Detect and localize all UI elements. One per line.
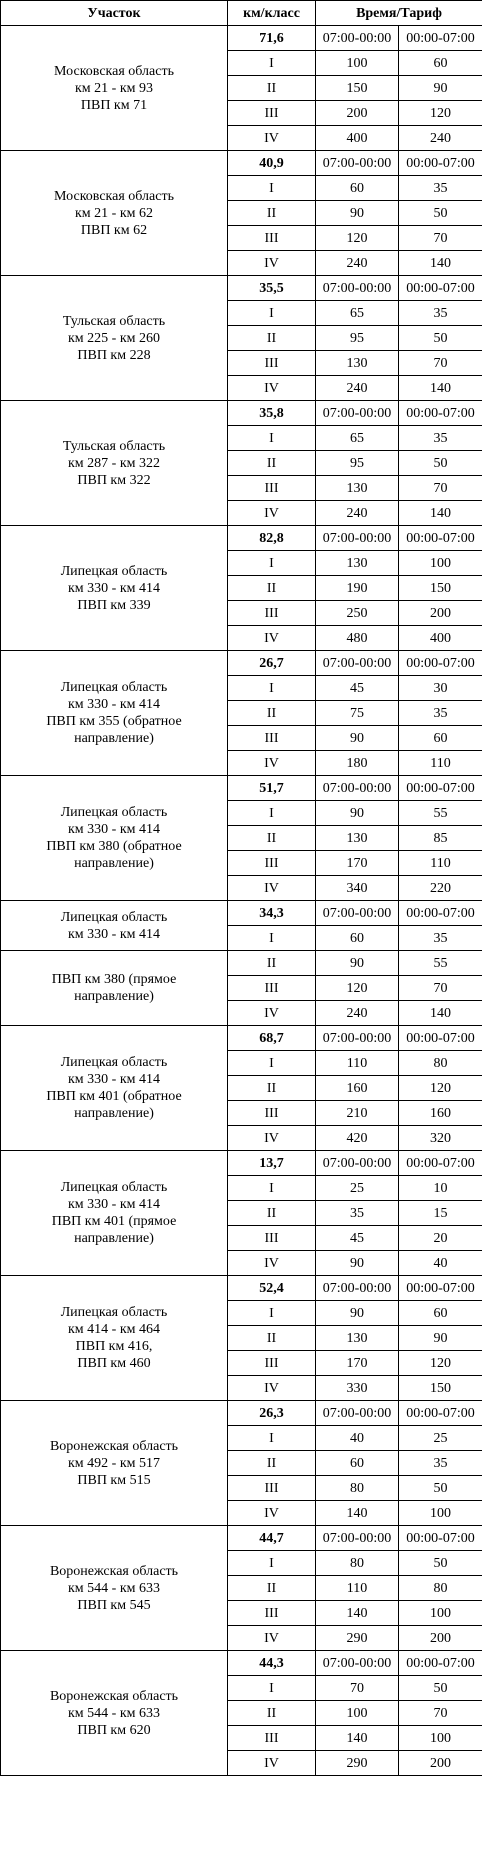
section-line: ПВП км 545 <box>77 1597 151 1613</box>
vehicle-class: II <box>228 201 316 226</box>
table-row <box>1 151 482 176</box>
vehicle-class: III <box>228 1351 316 1376</box>
tariff-night: 55 <box>399 951 482 976</box>
section-line: ПВП км 416, <box>75 1339 153 1354</box>
section-line: Тульская область <box>62 438 166 454</box>
table-row <box>1 1276 482 1301</box>
vehicle-class: III <box>228 351 316 376</box>
section-line: км 330 - км 414 <box>68 1197 160 1212</box>
tariff-day: 170 <box>316 1351 399 1376</box>
tariff-night: 80 <box>399 1576 482 1601</box>
tariff-night: 100 <box>399 1501 482 1526</box>
vehicle-class: II <box>228 326 316 351</box>
vehicle-class: I <box>228 1176 316 1201</box>
tariff-day: 240 <box>316 1001 399 1026</box>
tariff-night: 400 <box>399 626 482 651</box>
tariff-night: 90 <box>399 1326 482 1351</box>
tariff-night: 160 <box>399 1101 482 1126</box>
tariff-day: 75 <box>316 701 399 726</box>
vehicle-class: IV <box>228 501 316 526</box>
tariff-night: 70 <box>399 351 482 376</box>
time-night-label: 00:00-07:00 <box>399 1526 482 1551</box>
tariff-night: 240 <box>399 126 482 151</box>
tariff-night: 200 <box>399 601 482 626</box>
tariff-day: 240 <box>316 251 399 276</box>
header-row <box>1 1 482 26</box>
section-line: Воронежская область <box>49 1688 179 1704</box>
time-day-label: 07:00-00:00 <box>316 901 399 926</box>
table-row <box>1 951 482 976</box>
vehicle-class: IV <box>228 751 316 776</box>
section-line: ПВП км 322 <box>77 472 151 488</box>
tariff-day: 60 <box>316 926 399 951</box>
tariff-night: 100 <box>399 551 482 576</box>
time-night-label: 00:00-07:00 <box>399 526 482 551</box>
tariff-day: 95 <box>316 451 399 476</box>
time-day-label: 07:00-00:00 <box>316 1401 399 1426</box>
vehicle-class: III <box>228 1726 316 1751</box>
tariff-night: 60 <box>399 51 482 76</box>
section-line: ПВП км 339 <box>77 597 151 613</box>
vehicle-class: I <box>228 551 316 576</box>
section-name <box>1 1401 228 1526</box>
section-line: ПВП км 620 <box>77 1722 151 1738</box>
table-row <box>1 1401 482 1426</box>
tariff-night: 15 <box>399 1201 482 1226</box>
tariff-day: 60 <box>316 176 399 201</box>
table-row <box>1 401 482 426</box>
time-day-label: 07:00-00:00 <box>316 1526 399 1551</box>
tariff-night: 110 <box>399 851 482 876</box>
tariff-night: 60 <box>399 726 482 751</box>
tariff-day: 130 <box>316 476 399 501</box>
vehicle-class: III <box>228 1476 316 1501</box>
section-name <box>1 276 228 401</box>
time-night-label: 00:00-07:00 <box>399 401 482 426</box>
km-value: 40,9 <box>228 151 316 176</box>
section-line: направление) <box>74 1106 154 1121</box>
tariff-night: 35 <box>399 1451 482 1476</box>
tariff-day: 65 <box>316 301 399 326</box>
vehicle-class: IV <box>228 876 316 901</box>
tariff-night: 120 <box>399 101 482 126</box>
vehicle-class: II <box>228 1201 316 1226</box>
tariff-night: 50 <box>399 1551 482 1576</box>
section-name <box>1 901 228 951</box>
tariff-day: 420 <box>316 1126 399 1151</box>
vehicle-class: IV <box>228 126 316 151</box>
table-row <box>1 1651 482 1676</box>
km-value: 35,8 <box>228 401 316 426</box>
tariff-day: 90 <box>316 1301 399 1326</box>
tariff-day: 130 <box>316 826 399 851</box>
tariff-day: 60 <box>316 1451 399 1476</box>
vehicle-class: I <box>228 1676 316 1701</box>
tariff-night: 25 <box>399 1426 482 1451</box>
tariff-day: 130 <box>316 1326 399 1351</box>
tariff-day: 160 <box>316 1076 399 1101</box>
tariff-day: 330 <box>316 1376 399 1401</box>
table-row <box>1 1526 482 1551</box>
section-line: ПВП км 515 <box>77 1472 151 1488</box>
tariff-night: 320 <box>399 1126 482 1151</box>
section-line: Московская область <box>54 188 174 204</box>
tariff-day: 90 <box>316 801 399 826</box>
vehicle-class: IV <box>228 1501 316 1526</box>
time-night-label: 00:00-07:00 <box>399 651 482 676</box>
section-line: направление) <box>74 731 154 746</box>
km-value: 44,3 <box>228 1651 316 1676</box>
section-line: Липецкая область <box>60 563 168 579</box>
section-line: Липецкая область <box>60 909 168 925</box>
tariff-night: 120 <box>399 1351 482 1376</box>
vehicle-class: II <box>228 1326 316 1351</box>
section-line: ПВП км 401 (обратное <box>46 1089 182 1104</box>
section-line: км 414 - км 464 <box>68 1322 160 1337</box>
section-line: Московская область <box>54 63 174 79</box>
km-value: 82,8 <box>228 526 316 551</box>
section-line: ПВП км 380 (прямое <box>51 972 177 987</box>
time-day-label: 07:00-00:00 <box>316 276 399 301</box>
section-name <box>1 151 228 276</box>
tariff-night: 35 <box>399 301 482 326</box>
vehicle-class: II <box>228 1451 316 1476</box>
tariff-day: 100 <box>316 1701 399 1726</box>
time-day-label: 07:00-00:00 <box>316 1151 399 1176</box>
tariff-day: 80 <box>316 1476 399 1501</box>
section-line: Липецкая область <box>60 1305 168 1320</box>
section-line: км 330 - км 414 <box>68 1072 160 1087</box>
section-line: Воронежская область <box>49 1438 179 1454</box>
table-row <box>1 526 482 551</box>
vehicle-class: III <box>228 226 316 251</box>
section-line: направление) <box>74 856 154 871</box>
section-line: км 544 - км 633 <box>68 1580 160 1596</box>
section-line: Липецкая область <box>60 805 168 820</box>
section-line: Липецкая область <box>60 1055 168 1070</box>
vehicle-class: II <box>228 701 316 726</box>
tariff-day: 180 <box>316 751 399 776</box>
tariff-day: 70 <box>316 1676 399 1701</box>
km-value: 44,7 <box>228 1526 316 1551</box>
tariff-night: 80 <box>399 1051 482 1076</box>
tariff-day: 35 <box>316 1201 399 1226</box>
tariff-night: 70 <box>399 976 482 1001</box>
section-name <box>1 401 228 526</box>
time-night-label: 00:00-07:00 <box>399 1026 482 1051</box>
vehicle-class: II <box>228 576 316 601</box>
tariff-day: 210 <box>316 1101 399 1126</box>
tariff-night: 200 <box>399 1751 482 1776</box>
tariff-night: 50 <box>399 1676 482 1701</box>
km-value: 34,3 <box>228 901 316 926</box>
tariff-day: 110 <box>316 1051 399 1076</box>
tariff-day: 100 <box>316 51 399 76</box>
vehicle-class: I <box>228 676 316 701</box>
time-day-label: 07:00-00:00 <box>316 1651 399 1676</box>
section-line: км 330 - км 414 <box>68 697 160 712</box>
tariff-night: 35 <box>399 176 482 201</box>
tariff-day: 250 <box>316 601 399 626</box>
section-line: Тульская область <box>62 313 166 329</box>
tariff-night: 30 <box>399 676 482 701</box>
vehicle-class: I <box>228 926 316 951</box>
section-line: км 21 - км 62 <box>75 205 153 221</box>
tariff-night: 50 <box>399 201 482 226</box>
vehicle-class: I <box>228 801 316 826</box>
section-line: км 287 - км 322 <box>68 455 160 471</box>
tariff-night: 55 <box>399 801 482 826</box>
table-row <box>1 651 482 676</box>
time-night-label: 00:00-07:00 <box>399 26 482 51</box>
tariff-day: 240 <box>316 376 399 401</box>
section-line: км 330 - км 414 <box>68 580 160 596</box>
section-line: км 330 - км 414 <box>68 822 160 837</box>
km-value: 52,4 <box>228 1276 316 1301</box>
tariff-night: 140 <box>399 1001 482 1026</box>
vehicle-class: IV <box>228 1376 316 1401</box>
time-day-label: 07:00-00:00 <box>316 26 399 51</box>
tariff-day: 80 <box>316 1551 399 1576</box>
tariff-night: 70 <box>399 1701 482 1726</box>
tariff-day: 140 <box>316 1601 399 1626</box>
section-line: ПВП км 380 (обратное <box>46 839 182 854</box>
section-line: направление) <box>74 1231 154 1246</box>
tariff-night: 50 <box>399 326 482 351</box>
section-line: Липецкая область <box>60 1180 168 1195</box>
tariff-night: 85 <box>399 826 482 851</box>
vehicle-class: I <box>228 1051 316 1076</box>
tariff-day: 130 <box>316 551 399 576</box>
time-day-label: 07:00-00:00 <box>316 651 399 676</box>
table-row <box>1 276 482 301</box>
section-line: ПВП км 62 <box>80 222 148 238</box>
tariff-night: 100 <box>399 1601 482 1626</box>
time-day-label: 07:00-00:00 <box>316 776 399 801</box>
section-name <box>1 526 228 651</box>
vehicle-class: II <box>228 451 316 476</box>
time-day-label: 07:00-00:00 <box>316 401 399 426</box>
section-line: ПВП км 228 <box>77 347 151 363</box>
tariff-day: 90 <box>316 1251 399 1276</box>
section-line: км 21 - км 93 <box>75 80 153 96</box>
section-line: ПВП км 355 (обратное <box>46 714 182 729</box>
vehicle-class: IV <box>228 1126 316 1151</box>
tariff-night: 140 <box>399 251 482 276</box>
tariff-day: 140 <box>316 1501 399 1526</box>
header-km-class: км/класс <box>228 1 316 26</box>
table-row <box>1 1151 482 1176</box>
km-value: 26,3 <box>228 1401 316 1426</box>
tariff-night: 150 <box>399 576 482 601</box>
tariff-night: 100 <box>399 1726 482 1751</box>
vehicle-class: IV <box>228 626 316 651</box>
time-night-label: 00:00-07:00 <box>399 151 482 176</box>
tariff-night: 140 <box>399 376 482 401</box>
tariff-night: 70 <box>399 226 482 251</box>
vehicle-class: III <box>228 1226 316 1251</box>
vehicle-class: I <box>228 426 316 451</box>
time-night-label: 00:00-07:00 <box>399 901 482 926</box>
time-night-label: 00:00-07:00 <box>399 1276 482 1301</box>
vehicle-class: I <box>228 51 316 76</box>
tariff-day: 480 <box>316 626 399 651</box>
section-name <box>1 776 228 901</box>
table-body <box>1 26 482 1776</box>
time-day-label: 07:00-00:00 <box>316 526 399 551</box>
vehicle-class: IV <box>228 376 316 401</box>
tariff-day: 95 <box>316 326 399 351</box>
tariff-day: 90 <box>316 951 399 976</box>
time-night-label: 00:00-07:00 <box>399 276 482 301</box>
table-row <box>1 901 482 926</box>
time-day-label: 07:00-00:00 <box>316 1276 399 1301</box>
vehicle-class: II <box>228 76 316 101</box>
section-line: Липецкая область <box>60 680 168 695</box>
vehicle-class: III <box>228 1601 316 1626</box>
vehicle-class: IV <box>228 1626 316 1651</box>
km-value: 68,7 <box>228 1026 316 1051</box>
tariff-day: 120 <box>316 226 399 251</box>
time-day-label: 07:00-00:00 <box>316 1026 399 1051</box>
vehicle-class: I <box>228 1426 316 1451</box>
tariff-day: 45 <box>316 1226 399 1251</box>
section-line: ПВП км 71 <box>80 97 148 113</box>
time-night-label: 00:00-07:00 <box>399 1401 482 1426</box>
time-night-label: 00:00-07:00 <box>399 1151 482 1176</box>
tariff-day: 170 <box>316 851 399 876</box>
tariff-day: 200 <box>316 101 399 126</box>
tariff-night: 60 <box>399 1301 482 1326</box>
tariff-night: 220 <box>399 876 482 901</box>
header-time-tariff: Время/Тариф <box>316 1 482 26</box>
vehicle-class: II <box>228 1076 316 1101</box>
vehicle-class: IV <box>228 1751 316 1776</box>
section-name <box>1 1151 228 1276</box>
header-section: Участок <box>1 1 228 26</box>
tariff-night: 120 <box>399 1076 482 1101</box>
section-line: направление) <box>74 989 154 1004</box>
vehicle-class: III <box>228 1101 316 1126</box>
km-value: 51,7 <box>228 776 316 801</box>
vehicle-class: II <box>228 826 316 851</box>
table-row <box>1 776 482 801</box>
tariff-night: 140 <box>399 501 482 526</box>
tariff-night: 35 <box>399 926 482 951</box>
km-value: 35,5 <box>228 276 316 301</box>
km-value: 71,6 <box>228 26 316 51</box>
vehicle-class: I <box>228 301 316 326</box>
tariff-day: 90 <box>316 726 399 751</box>
vehicle-class: III <box>228 476 316 501</box>
section-line: ПВП км 401 (прямое <box>51 1214 177 1229</box>
section-line: ПВП км 460 <box>77 1356 151 1371</box>
tariff-night: 20 <box>399 1226 482 1251</box>
time-day-label: 07:00-00:00 <box>316 151 399 176</box>
tariff-day: 140 <box>316 1726 399 1751</box>
tariff-day: 40 <box>316 1426 399 1451</box>
tariff-day: 90 <box>316 201 399 226</box>
tariff-day: 120 <box>316 976 399 1001</box>
section-name <box>1 26 228 151</box>
tariff-night: 110 <box>399 751 482 776</box>
tariff-day: 45 <box>316 676 399 701</box>
tariff-day: 290 <box>316 1751 399 1776</box>
vehicle-class: IV <box>228 1251 316 1276</box>
vehicle-class: II <box>228 951 316 976</box>
vehicle-class: III <box>228 976 316 1001</box>
tariff-night: 50 <box>399 1476 482 1501</box>
tariff-night: 70 <box>399 476 482 501</box>
tariff-day: 65 <box>316 426 399 451</box>
section-name <box>1 1276 228 1401</box>
time-night-label: 00:00-07:00 <box>399 776 482 801</box>
tariff-night: 35 <box>399 426 482 451</box>
vehicle-class: III <box>228 726 316 751</box>
vehicle-class: III <box>228 101 316 126</box>
vehicle-class: IV <box>228 251 316 276</box>
section-name <box>1 1526 228 1651</box>
time-night-label: 00:00-07:00 <box>399 1651 482 1676</box>
tariff-day: 190 <box>316 576 399 601</box>
km-value: 13,7 <box>228 1151 316 1176</box>
section-line: Воронежская область <box>49 1563 179 1579</box>
vehicle-class: III <box>228 601 316 626</box>
vehicle-class: I <box>228 176 316 201</box>
section-name <box>1 1651 228 1776</box>
tariff-night: 40 <box>399 1251 482 1276</box>
section-line: км 492 - км 517 <box>68 1455 160 1471</box>
vehicle-class: III <box>228 851 316 876</box>
tariff-day: 25 <box>316 1176 399 1201</box>
section-name <box>1 951 228 1026</box>
km-value: 26,7 <box>228 651 316 676</box>
tariff-day: 150 <box>316 76 399 101</box>
table-row <box>1 26 482 51</box>
vehicle-class: I <box>228 1301 316 1326</box>
tariff-night: 50 <box>399 451 482 476</box>
tariff-day: 340 <box>316 876 399 901</box>
section-line: км 330 - км 414 <box>68 926 160 942</box>
vehicle-class: II <box>228 1701 316 1726</box>
tariff-day: 110 <box>316 1576 399 1601</box>
tariff-night: 200 <box>399 1626 482 1651</box>
vehicle-class: II <box>228 1576 316 1601</box>
table-row <box>1 1026 482 1051</box>
tariff-night: 150 <box>399 1376 482 1401</box>
tariff-day: 130 <box>316 351 399 376</box>
section-line: км 225 - км 260 <box>68 330 160 346</box>
vehicle-class: I <box>228 1551 316 1576</box>
vehicle-class: IV <box>228 1001 316 1026</box>
tariff-night: 90 <box>399 76 482 101</box>
tariff-day: 240 <box>316 501 399 526</box>
section-line: км 544 - км 633 <box>68 1705 160 1721</box>
section-name <box>1 1026 228 1151</box>
tariff-day: 290 <box>316 1626 399 1651</box>
section-name <box>1 651 228 776</box>
tariff-night: 10 <box>399 1176 482 1201</box>
tariff-night: 35 <box>399 701 482 726</box>
tariff-day: 400 <box>316 126 399 151</box>
